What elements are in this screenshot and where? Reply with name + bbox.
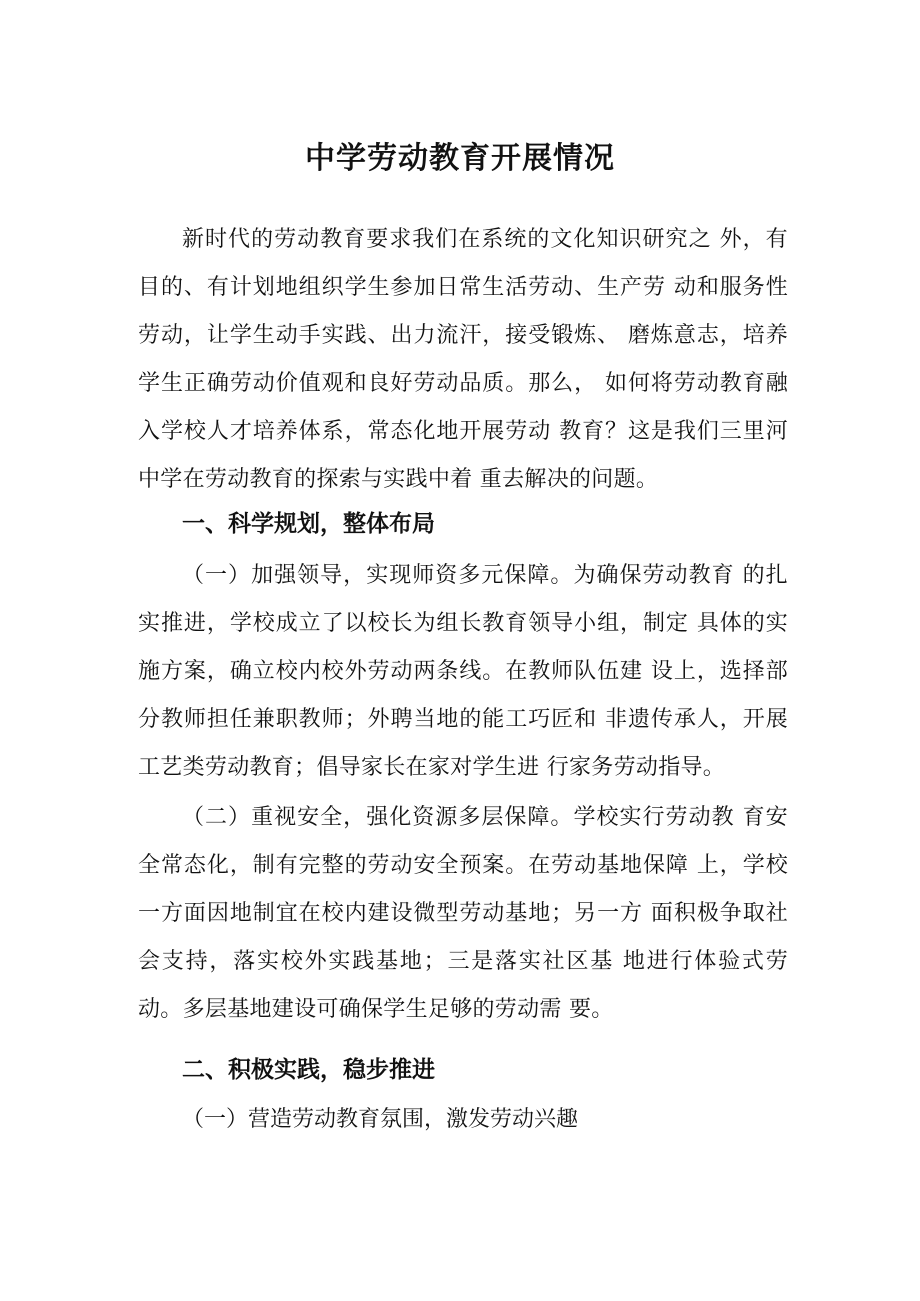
document-title: 中学劳动教育开展情况 [305, 141, 615, 176]
section-2 [138, 1048, 788, 1092]
intro-block [138, 216, 788, 504]
intro-paragraph: 新时代的劳动教育要求我们在系统的文化知识研究之 外，有目的、有计划地组织学生参加日常生活劳动、生产劳 动和服务性劳动，让学生动手实践、出力流汗，接受锻炼、 磨炼意志，培养学生正确劳动价值观和良好劳动品质。那么， 如何将劳动教育融入学校人才培养体系，常态化地开展劳动 教育？这是我们三里河中学在劳动教育的探索与实践中着 重去解决的问题。 [138, 227, 788, 492]
section-1-heading: 一、科学规划，整体布局 [182, 511, 435, 537]
section-2-sub-1 [138, 1096, 788, 1144]
section-1-paragraph-2: （二）重视安全，强化资源多层保障。学校实行劳动教 育安全常态化，制有完整的劳动安全预案。在劳动基地保障 上，学校一方面因地制宜在校内建设微型劳动基地；另一方 面积极争取社会支持，落实校外实践基地；三是落实社区基 地进行体验式劳动。多层基地建设可确保学生足够的劳动需 要。 [138, 805, 788, 1022]
section-1-body-2 [138, 794, 788, 1034]
section-2-heading: 二、积极实践，稳步推进 [182, 1057, 435, 1083]
section-1-body-1 [138, 552, 788, 792]
section-2-subheading-1: （一）营造劳动教育氛围，激发劳动兴趣 [182, 1107, 579, 1132]
section-1 [138, 502, 788, 546]
section-1-paragraph-1: （一）加强领导，实现师资多元保障。为确保劳动教育 的扎实推进，学校成立了以校长为组长教育领导小组，制定 具体的实施方案，确立校内校外劳动两条线。在教师队伍建 设上，选择部分教师担任兼职教师；外聘当地的能工巧匠和 非遗传承人，开展工艺类劳动教育；倡导家长在家对学生进 行家务劳动指导。 [138, 563, 788, 780]
